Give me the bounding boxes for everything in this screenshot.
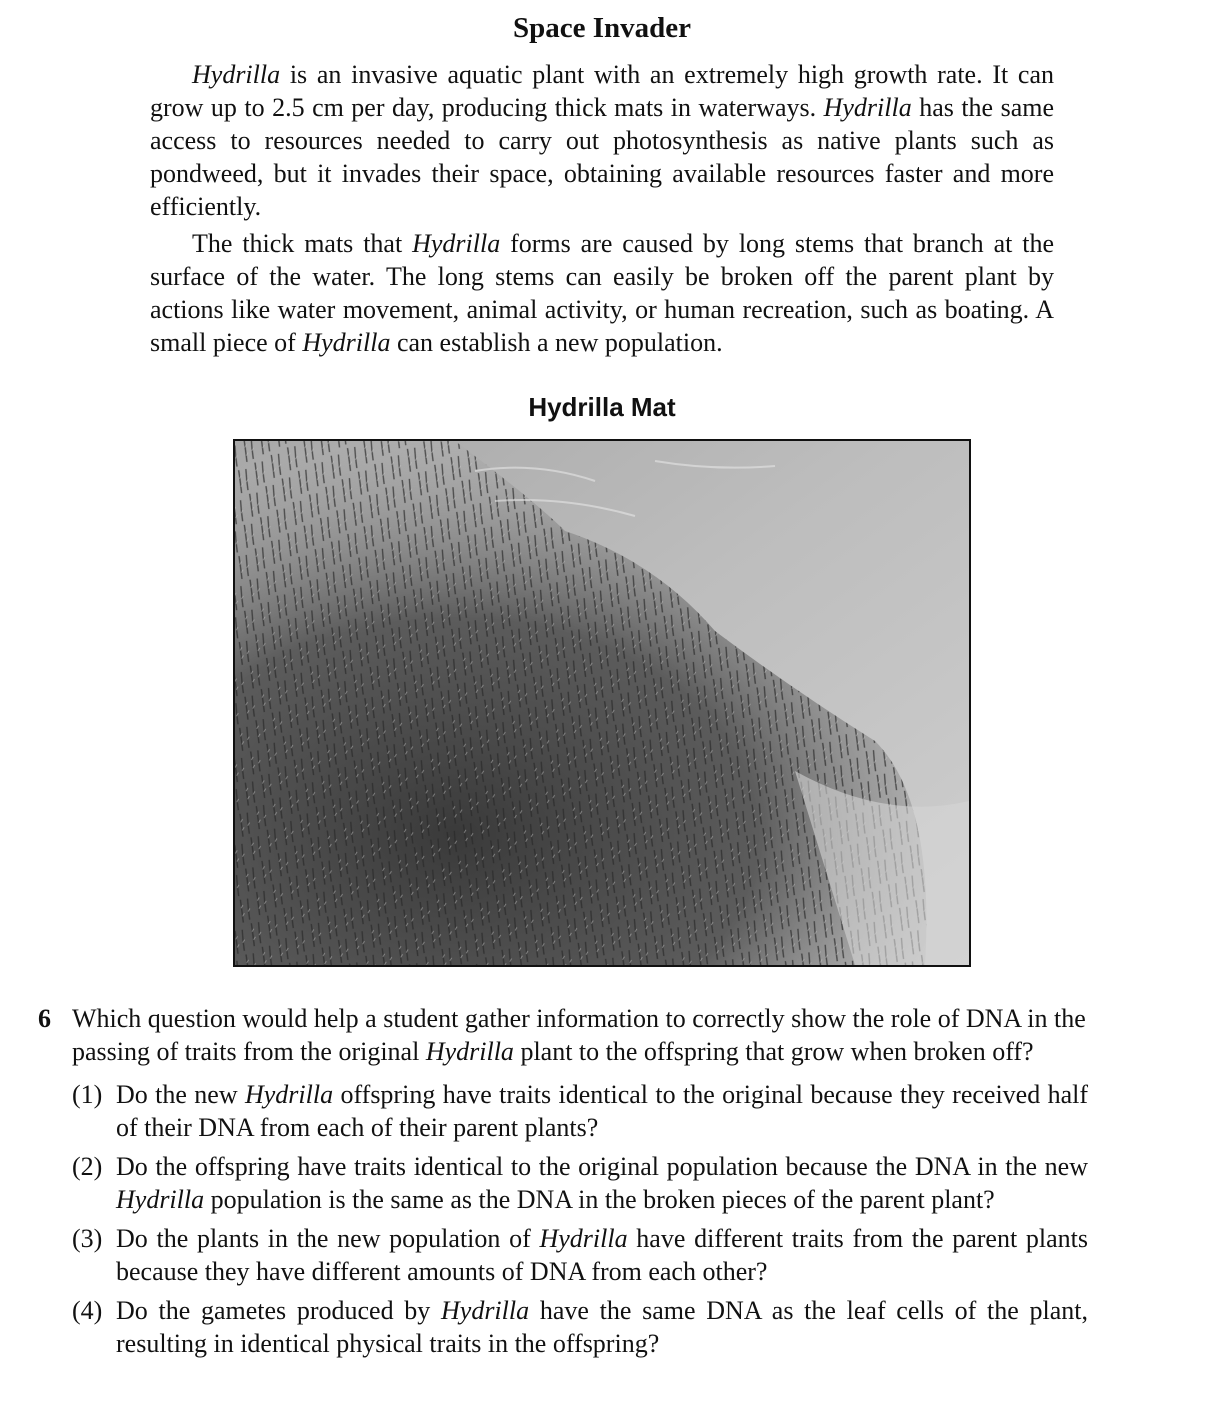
answer-choices xyxy=(38,1078,1088,1360)
italic-term: Hydrilla xyxy=(244,1080,334,1109)
italic-term: Hydrilla xyxy=(425,1037,514,1066)
text-run: The thick mats that xyxy=(192,229,413,258)
choice-number: (1) xyxy=(72,1080,103,1109)
passage-body xyxy=(150,58,1054,363)
text-run: Do the gametes produced by xyxy=(116,1296,441,1325)
figure-title: Hydrilla Mat xyxy=(528,392,676,422)
italic-term: Hydrilla xyxy=(302,328,391,357)
choice-number: (3) xyxy=(72,1224,103,1253)
text-run: plant to the offspring that grow when broken off? xyxy=(513,1037,1034,1066)
passage-paragraph-1 xyxy=(150,58,1054,223)
text-run: have different traits from the parent plants because they have different amounts of DNA from each other? xyxy=(116,1224,1088,1286)
text-run: Which question would help a student gather information to correctly show the role of DNA in the passing of traits from the original xyxy=(72,1004,1086,1066)
answer-choice-4[interactable] xyxy=(72,1294,1088,1360)
italic-term: Hydrilla xyxy=(539,1224,628,1253)
answer-choice-1[interactable] xyxy=(72,1078,1088,1144)
italic-term: Hydrilla xyxy=(412,229,501,258)
text-run: have the same DNA as the leaf cells of the plant, resulting in identical physical traits in the offspring? xyxy=(116,1296,1088,1358)
italic-term: Hydrilla xyxy=(441,1296,530,1325)
question-number: 6 xyxy=(38,1004,51,1033)
hydrilla-mat-photo xyxy=(233,439,971,967)
text-run: forms are caused by long stems that branch at the surface of the water. The long stems can easily be broken off the parent plant by actions like water movement, animal activity, or human recreation, such as boating. A small piece of xyxy=(150,229,1054,357)
text-run: Do the plants in the new population of xyxy=(116,1224,540,1253)
passage-title: Space Invader xyxy=(512,12,692,44)
italic-term: Hydrilla xyxy=(192,60,281,89)
text-run: is an invasive aquatic plant with an extremely high growth rate. It can grow up to 2.5 cm per day, producing thick mats in waterways. xyxy=(150,60,1054,122)
passage-paragraph-2 xyxy=(150,227,1054,359)
question-6 xyxy=(38,1002,1138,1366)
hydrilla-photo-illustration xyxy=(235,441,969,965)
text-run: population is the same as the DNA in the broken pieces of the parent plant? xyxy=(204,1185,995,1214)
text-run: offspring have traits identical to the original because they received half of their DNA from each of their parent plants? xyxy=(116,1080,1088,1142)
answer-choice-2[interactable] xyxy=(72,1150,1088,1216)
choice-number: (4) xyxy=(72,1296,103,1325)
text-run: Do the offspring have traits identical to the original population because the DNA in the new xyxy=(116,1152,1088,1181)
text-run: can establish a new population. xyxy=(390,328,723,357)
text-run: has the same access to resources needed to carry out photosynthesis as native plants such as pondweed, but it invades their space, obtaining available resources faster and more efficiently. xyxy=(150,93,1054,221)
text-run: Do the new xyxy=(116,1080,245,1109)
choice-number: (2) xyxy=(72,1152,103,1181)
italic-term: Hydrilla xyxy=(823,93,912,122)
italic-term: Hydrilla xyxy=(116,1185,205,1214)
answer-choice-3[interactable] xyxy=(72,1222,1088,1288)
question-stem xyxy=(38,1002,1138,1068)
